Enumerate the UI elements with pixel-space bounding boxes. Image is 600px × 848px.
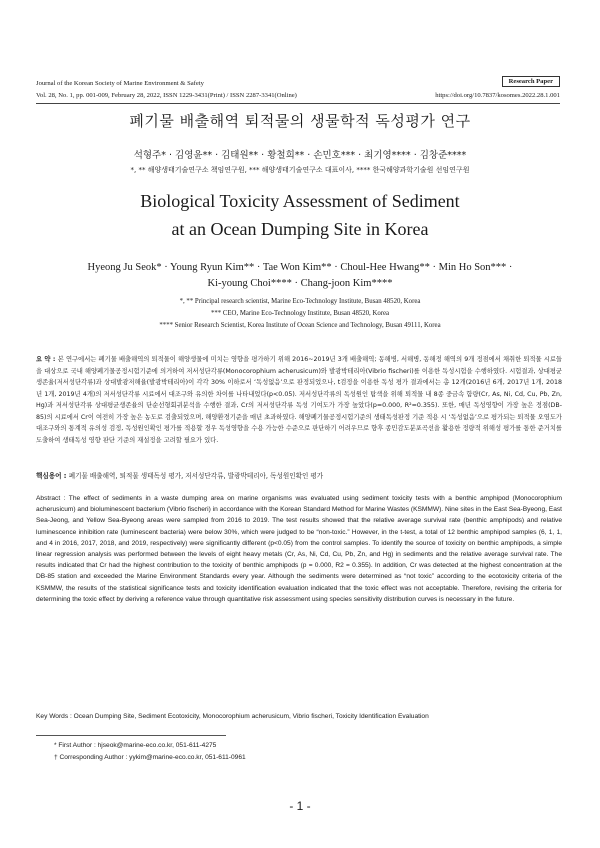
corresponding-author-footnote: † Corresponding Author : yykim@marine-eco.co.kr, 051-611-0961 — [54, 754, 246, 761]
article-type-badge: Research Paper — [502, 76, 560, 87]
volume-info: Vol. 28, No. 1, pp. 001-009, February 28, 2022, ISSN 1229-3431(Print) / ISSN 2287-3341(Online) — [36, 92, 297, 99]
keywords-korean-label: 핵심용어 : — [36, 472, 69, 480]
abstract-english-text: The effect of sediments in a waste dumping area on marine organisms was evaluated using sediment toxicity tests with a benthic amphipod (Monocorophium acherusicum) and bioluminescent bacterium (Vibrio fischeri) in accordance with the Korean Standard Method for Marine Wastes (KSMMW). Nine sites in the East Sea-Byeong, East Sea-Jeong, and Yellow Sea-Byeong areas were sampled from 2016 to 2019. The test results showed that the relative average survival rate (benthic amphipods) and relative luminescence inhibition rate (luminescent bacteria) were below 30%, which were judged to be “non-toxic.” However, in the t-test, a total of 12 benthic amphipod samples (6, 1, 1, and 4 in 2016, 2017, 2018, and 2019, respectively) were significantly different (p<0.05) from the control samples. To identify the source of toxicity on benthic amphipods, a simple linear regression analysis was performed between the levels of eight heavy metals (Cr, As, Ni, Cd, Cu, Pb, Zn, and Hg) in sediments and the relative average survival rate. The results indicated that Cr had the highest contribution to the toxicity of benthic amphipods (p = 0.000, R2 = 0.355). In addition, Cr was detected at the highest concentration at the DB-85 station and exceeded the Marine Environment Standards every year. Although the sediments were determined as “not toxic” according to the ecotoxicity criteria of the KSMMW, the results of the statistical significance tests and toxicity identification evaluation indicated that the toxic effect was not acceptable. Therefore, revising the criteria for determining the toxic effect by deriving a reference value through quantitative risk assessment using species sensitivity distribution curves is necessary in the future. — [36, 495, 562, 603]
doi-link[interactable]: https://doi.org/10.7837/kosomes.2022.28.1.001 — [435, 92, 560, 99]
keywords-english-label: Key Words : — [36, 713, 74, 720]
title-english-line2: at an Ocean Dumping Site in Korea — [171, 219, 429, 239]
abstract-english-label: Abstract : — [36, 495, 69, 502]
abstract-korean-label: 요 약 : — [36, 356, 58, 363]
authors-korean: 석형주* · 김영윤** · 김태원** · 황철희** · 손민호*** · 최기영**** · 김창준**** — [133, 150, 467, 161]
affiliations-korean: *, ** 해양생태기술연구소 책임연구원, *** 해양생태기술연구소 대표이사, **** 한국해양과학기술원 선임연구원 — [130, 166, 470, 174]
keywords-english — [36, 713, 562, 720]
abstract-korean-text: 본 연구에서는 폐기물 배출해역의 퇴적물이 해양생물에 미치는 영향을 평가하기 위해 2016~2019년 3개 배출해역; 동해병, 서해병, 동해정 해역의 9개 정점에서 채취한 퇴적물 시료들을 대상으로 국내 해양폐기물공정시험기준에 의거하여 저서성단각류(Monocorophium acherusicum)와 발광박테리아(Vibrio fischeri)를 이용한 독성시험을 수행하였다. 시험결과, 상대평균생존율(저서성단각류)과 상대발광저해율(발광박테리아)이 각각 30% 이하로서 ‘독성없음’으로 판정되었으나, t검정을 이용한 독성 평가 결과에서는 총 12개(2016년 6개, 2017년 1개, 2018년 1개, 2019년 4개)의 저서성단각류 시료에서 대조구와 유의한 차이를 나타내었다(p<0.05). 저서성단각류의 독성원인 탐색을 위해 퇴적물 내 8종 중금속 함량(Cr, As, Ni, Cd, Cu, Pb, Zn, Hg)과 저서성단각류 상대평균생존율의 단순선형회귀분석을 수행한 결과, Cr의 저서성단각류 독성 기여도가 가장 높았다(p=0.000, R²=0.355). 또한, 매년 독성영향이 가장 높은 정점(DB-85)의 시료에서 Cr이 여전히 가장 높은 농도로 검출되었으며, 해양환경기준을 매년 초과하였다. 해양폐기물공정시험기준의 생태독성판정 기준 적용 시 ‘독성없음’으로 평가되는 퇴적물 오염도가 대조구와의 통계적 유의성 검정, 독성원인확인 평가를 적용할 경우 독성영향을 수용 가능한 수준으로 판단하기 어려우므로 향후 종민감도분포곡선을 활용한 정량적 위해성 평가를 통한 준거치를 도출하여 생태독성 영향 판단 기준의 재설정을 고려할 필요가 있다. — [36, 356, 563, 444]
journal-name: Journal of the Korean Society of Marine Environment & Safety — [36, 80, 204, 87]
abstract-korean — [36, 354, 562, 446]
abstract-english — [36, 493, 562, 605]
affiliation-english: *** CEO, Marine Eco-Technology Institute, Busan 48520, Korea — [210, 310, 390, 317]
keywords-korean-text: 폐기물 배출해역, 퇴적물 생태독성 평가, 저서성단각류, 발광박테리아, 독성원인확인 평가 — [68, 472, 324, 480]
authors-english-line1: Hyeong Ju Seok* · Young Ryun Kim** · Tae Won Kim** · Choul-Hee Hwang** · Min Ho Son*** · — [87, 262, 513, 273]
authors-english-line2: Ki-young Choi**** · Chang-joon Kim**** — [207, 278, 393, 289]
title-english-line1: Biological Toxicity Assessment of Sediment — [140, 191, 460, 211]
header-divider — [36, 103, 560, 104]
affiliation-english: *, ** Principal research scientist, Marine Eco-Technology Institute, Busan 48520, Korea — [179, 298, 421, 305]
keywords-english-text: Ocean Dumping Site, Sediment Ecotoxicity, Monocorophium acherusicum, Vibrio fischeri, Toxicity Identification Evaluation — [73, 713, 429, 720]
title-korean: 폐기물 배출해역 퇴적물의 생물학적 독성평가 연구 — [129, 112, 471, 130]
first-author-footnote: * First Author : hjseok@marine-eco.co.kr, 051-611-4275 — [54, 742, 217, 749]
affiliation-english: **** Senior Research Scientist, Korea Institute of Ocean Science and Technology, Busan 49111, Korea — [159, 322, 441, 329]
keywords-korean — [36, 470, 562, 480]
footnote-divider — [36, 735, 226, 736]
page-number: - 1 - — [289, 799, 311, 813]
